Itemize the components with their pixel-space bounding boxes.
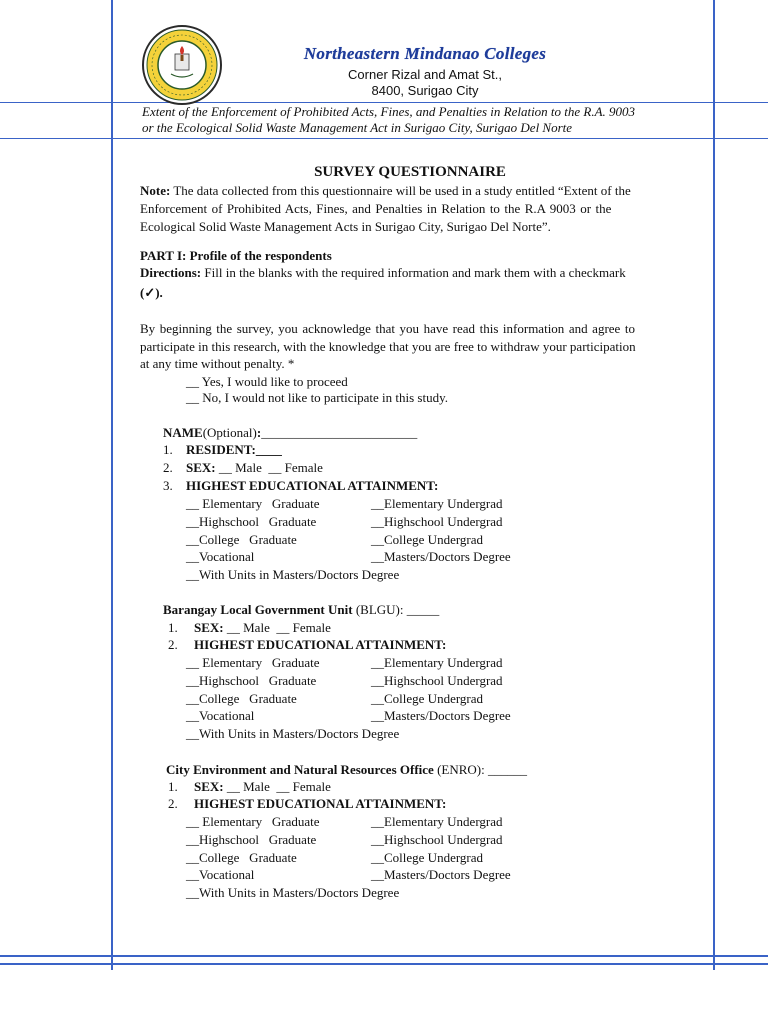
enro-sex-options[interactable]: __ Male __ Female [226, 779, 331, 794]
college-name: Northeastern Mindanao Colleges [303, 44, 547, 63]
enro-edu-left-3[interactable]: __College Graduate [186, 850, 297, 865]
address-line-1: Corner Rizal and Amat St., [348, 67, 502, 82]
study-title-line-2: or the Ecological Solid Waste Management Act in Surigao City, Surigao Del Norte [142, 120, 573, 135]
blgu-edu-label: HIGHEST EDUCATIONAL ATTAINMENT: [194, 637, 447, 652]
blgu-sex-row [194, 619, 331, 637]
consent-line-2: participate in this research, with the knowledge that you are free to withdraw your participation [140, 339, 636, 354]
part1-heading: PART I: Profile of the respondents [140, 248, 332, 263]
resident-edu-right-4[interactable]: __Masters/Doctors Degree [371, 549, 511, 564]
resident-edu-label: HIGHEST EDUCATIONAL ATTAINMENT: [186, 478, 439, 493]
enro-edu-left-4[interactable]: __Vocational [186, 867, 255, 882]
enro-edu-right-1[interactable]: __Elementary Undergrad [371, 814, 503, 829]
blgu-edu-right-1[interactable]: __Elementary Undergrad [371, 655, 503, 670]
consent-line-3: at any time without penalty. * [140, 356, 295, 371]
name-blank[interactable]: ________________________ [261, 425, 418, 440]
resident-edu-left-4[interactable]: __Vocational [186, 549, 255, 564]
resident-num-1: 1. [163, 442, 173, 457]
note-line-1 [140, 182, 631, 200]
checkmark-symbol: (✓). [140, 285, 163, 300]
resident-sex-options[interactable]: __ Male __ Female [218, 460, 323, 475]
enro-sex-row [194, 778, 331, 796]
blgu-sex-label: SEX: [194, 620, 224, 635]
directions-line [140, 264, 626, 282]
blgu-edu-left-3[interactable]: __College Graduate [186, 691, 297, 706]
resident-sex-row [186, 459, 323, 477]
header-bottom-rule [0, 138, 768, 139]
enro-edu-left-2[interactable]: __Highschool Graduate [186, 832, 317, 847]
blgu-sex-options[interactable]: __ Male __ Female [226, 620, 331, 635]
resident-num-3: 3. [163, 478, 173, 493]
directions-text: Fill in the blanks with the required information and mark them with a checkmark [204, 265, 626, 280]
resident-edu-left-2[interactable]: __Highschool Graduate [186, 514, 317, 529]
blgu-edu-left-2[interactable]: __Highschool Graduate [186, 673, 317, 688]
study-title-line-1: Extent of the Enforcement of Prohibited Acts, Fines, and Penalties in Relation to the R.A. 9003 [142, 104, 636, 119]
enro-heading [166, 761, 527, 779]
enro-edu-left-1[interactable]: __ Elementary Graduate [186, 814, 320, 829]
page-title: SURVEY QUESTIONNAIRE [314, 164, 506, 180]
resident-num-2: 2. [163, 460, 173, 475]
resident-sex-label: SEX: [186, 460, 216, 475]
blgu-edu-left-4[interactable]: __Vocational [186, 708, 255, 723]
right-margin-line [713, 0, 715, 970]
enro-edu-right-3[interactable]: __College Undergrad [371, 850, 484, 865]
blgu-heading [163, 601, 439, 619]
blgu-edu-left-1[interactable]: __ Elementary Graduate [186, 655, 320, 670]
blgu-num-2: 2. [168, 637, 178, 652]
note-line-2: Enforcement of Prohibited Acts, Fines, and Penalties in Relation to the R.A 9003 or the [140, 201, 612, 216]
name-colon: : [256, 425, 262, 440]
enro-heading-bold: City Environment and Natural Resources Office [166, 762, 434, 777]
resident-field[interactable]: RESIDENT:____ [186, 442, 282, 457]
consent-yes-option[interactable]: __ Yes, I would like to proceed [186, 374, 348, 389]
enro-heading-rest[interactable]: (ENRO): ______ [433, 762, 527, 777]
resident-edu-last[interactable]: __With Units in Masters/Doctors Degree [186, 567, 400, 582]
footer-rule-bottom [0, 963, 768, 965]
blgu-heading-rest[interactable]: (BLGU): _____ [352, 602, 440, 617]
blgu-edu-right-2[interactable]: __Highschool Undergrad [371, 673, 503, 688]
enro-num-2: 2. [168, 796, 178, 811]
enro-edu-label: HIGHEST EDUCATIONAL ATTAINMENT: [194, 796, 447, 811]
resident-edu-right-1[interactable]: __Elementary Undergrad [371, 496, 503, 511]
blgu-edu-right-3[interactable]: __College Undergrad [371, 691, 484, 706]
consent-no-option[interactable]: __ No, I would not like to participate in this study. [186, 390, 449, 405]
directions-label: Directions: [140, 265, 202, 280]
note-line-3: Ecological Solid Waste Management Acts in Surigao City, Surigao Del Norte”. [140, 219, 551, 234]
resident-edu-right-2[interactable]: __Highschool Undergrad [371, 514, 503, 529]
blgu-edu-last[interactable]: __With Units in Masters/Doctors Degree [186, 726, 400, 741]
enro-edu-last[interactable]: __With Units in Masters/Doctors Degree [186, 885, 400, 900]
name-label: NAME [163, 425, 203, 440]
enro-sex-label: SEX: [194, 779, 224, 794]
enro-edu-right-4[interactable]: __Masters/Doctors Degree [371, 867, 511, 882]
enro-edu-right-2[interactable]: __Highschool Undergrad [371, 832, 503, 847]
resident-edu-left-3[interactable]: __College Graduate [186, 532, 297, 547]
name-optional: (Optional) [202, 425, 257, 440]
name-field-row [163, 424, 417, 442]
resident-edu-right-3[interactable]: __College Undergrad [371, 532, 484, 547]
left-margin-line [111, 0, 113, 970]
enro-num-1: 1. [168, 779, 178, 794]
blgu-heading-bold: Barangay Local Government Unit [163, 602, 353, 617]
blgu-num-1: 1. [168, 620, 178, 635]
blgu-edu-right-4[interactable]: __Masters/Doctors Degree [371, 708, 511, 723]
resident-edu-left-1[interactable]: __ Elementary Graduate [186, 496, 320, 511]
note-label: Note: [140, 183, 171, 198]
consent-line-1: By beginning the survey, you acknowledge that you have read this information and agree to [140, 321, 635, 336]
footer-rule-top [0, 955, 768, 957]
header-top-rule [0, 102, 768, 103]
address-line-2: 8400, Surigao City [371, 83, 479, 98]
note-text-1: The data collected from this questionnaire will be used in a study entitled “Extent of the [173, 183, 631, 198]
